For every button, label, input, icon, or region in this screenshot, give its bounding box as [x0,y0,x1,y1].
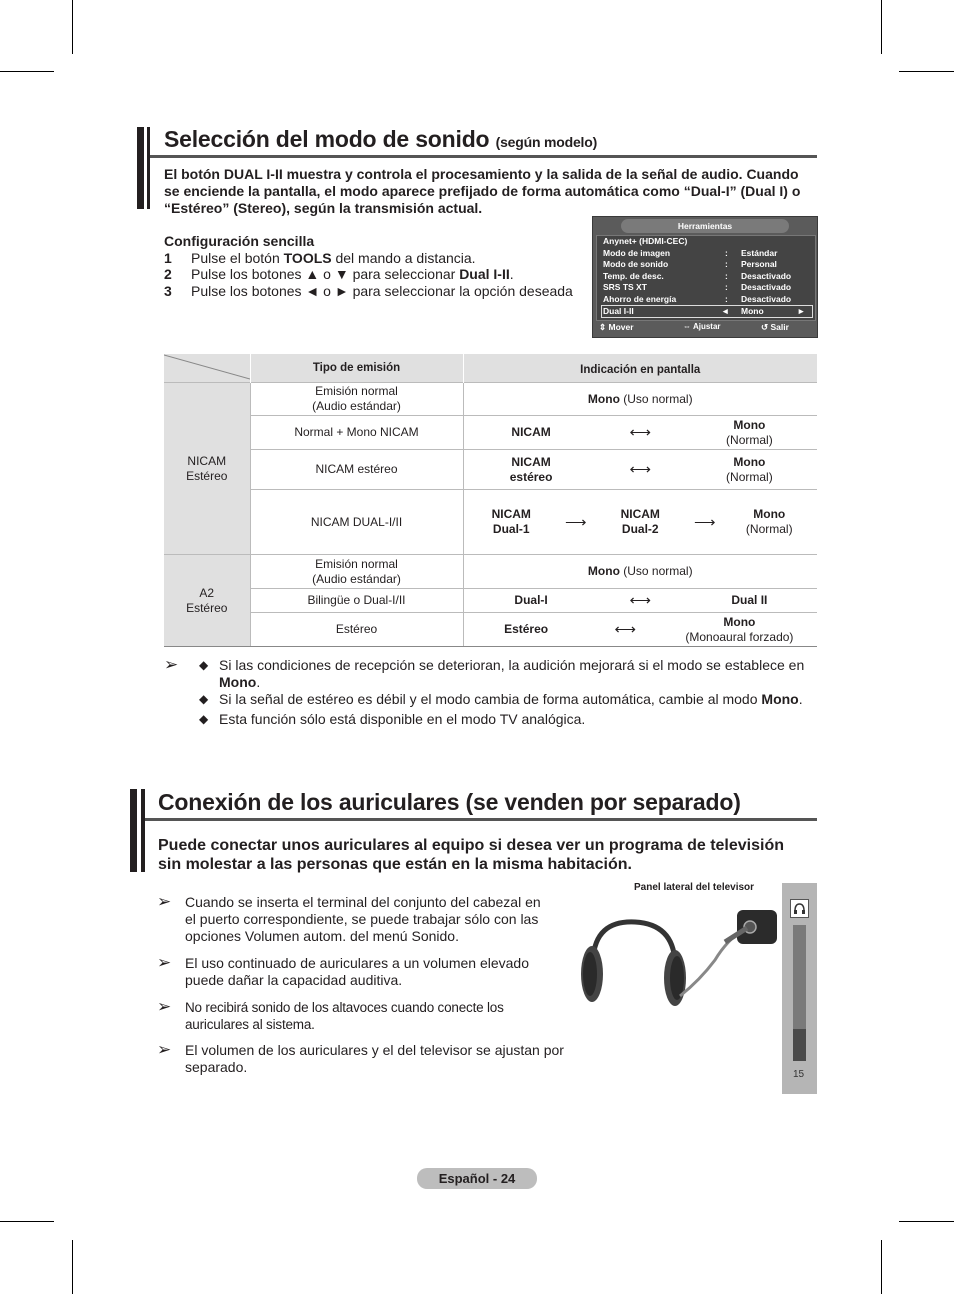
crop-mark [0,71,54,72]
crop-mark [881,1240,882,1294]
leftright-icon: ⇔ [683,322,691,331]
note-item: El uso continuado de auriculares a un volumen elevado puede dañar la capacidad auditiva. [185,955,530,988]
osd-row: SRS TS XT : Desactivado [603,282,792,292]
section-title: Conexión de los auriculares (se venden por separado) [158,789,741,815]
note-arrow-icon: ➢ [157,953,172,972]
step-item: 1 Pulse el botón TOOLS del mando a distancia. [164,249,476,266]
table-row [164,416,817,450]
display-indication: Mono (Uso normal) [463,383,817,416]
table-row [164,589,817,613]
note-item: No recibirá sonido de los altavoces cuando conecte los auriculares al sistema. [185,1000,504,1032]
panel-strip [793,925,806,1031]
note-item: Cuando se inserta el terminal del conjunto del cabezal en el puerto correspondiente, se puede trabajar sólo con las opciones Volumen autom. del menú Sonido. [185,894,541,944]
emission-type: Normal + Mono NICAM [250,416,463,450]
table-row [164,383,817,416]
sound-mode-table [164,354,817,647]
osd-panel [596,235,816,321]
steps-block [164,233,584,299]
bullet-diamond-icon: ◆ [199,712,209,726]
section-bar [147,127,150,209]
panel-strip-dark [793,1029,806,1061]
section-bar [141,789,145,872]
table-corner-cell [164,354,250,383]
headphones-icon [575,900,785,1010]
emission-type: Emisión normal (Audio estándar) [250,555,463,589]
note-item: Si las condiciones de recepción se deterioran, la audición mejorará si el modo se establece en Mono. [219,657,805,690]
osd-row: Temp. de desc. : Desactivado [603,270,792,281]
osd-dual-row: Dual I-II ◄ Mono ► [603,306,806,316]
crop-mark [899,1221,954,1222]
section-bar [130,789,137,872]
emission-type: Bilingüe o Dual-I/II [250,589,463,613]
note-item: Esta función sólo está disponible en el modo TV analógica. [219,711,586,727]
bullet-diamond-icon: ◆ [199,692,209,706]
page-footer: Español - 24 [417,1168,537,1189]
group-label-a2: A2 Estéreo [164,555,250,647]
panel-number: 15 [793,1069,805,1080]
table-header: Indicación en pantalla [463,354,817,383]
osd-header: Herramientas [621,219,789,233]
table-row [164,490,817,555]
section-rule [150,155,817,158]
updown-icon: ⇕ [599,322,607,332]
osd-footer-adjust: ⇔ Ajustar [683,322,721,331]
note-arrow-icon: ➢ [157,1040,172,1059]
osd-row: Modo de sonido : Personal [603,259,777,269]
osd-row: Modo de imagen : Estándar [603,247,778,258]
section-rule [145,818,817,821]
corner-diagonal [164,354,250,380]
crop-mark [72,0,73,54]
section-bar [137,127,144,209]
section-title: Selección del modo de sonido (según modelo) [164,126,598,152]
emission-type: Emisión normal (Audio estándar) [250,383,463,416]
headphone-jack-icon [790,899,809,918]
display-indication: NICAM ⟷ Mono (Normal) [463,416,817,450]
tv-side-panel [782,883,817,1094]
bullet-diamond-icon: ◆ [199,658,209,672]
table-header-row [164,354,817,383]
config-title: Configuración sencilla [164,233,315,249]
table-row [164,613,817,647]
osd-anynet: Anynet+ (HDMI-CEC) [603,236,688,246]
display-indication: Mono (Uso normal) [463,555,817,589]
display-indication: Dual-I ⟷ Dual II [463,589,817,613]
panel-label: Panel lateral del televisor [634,882,755,893]
display-indication: NICAM Dual-1 ⟶ NICAM Dual-2 ⟶ Mono (Normal) [463,490,817,555]
osd-tools-menu [592,216,818,338]
headphone-glyph-icon [791,900,808,917]
step-item: 3 Pulse los botones ◄ o ► para seleccionar la opción deseada [164,282,573,299]
display-indication: NICAM estéreo ⟷ Mono (Normal) [463,450,817,490]
display-indication: Estéreo ⟷ Mono (Monoaural forzado) [463,613,817,647]
return-icon: ↺ [761,322,769,332]
osd-footer-exit: ↺ Salir [761,322,789,332]
step-item: 2 Pulse los botones ▲ o ▼ para seleccionar Dual I-II. [164,266,514,282]
section-intro: El botón DUAL I-II muestra y controla el procesamiento y la salida de la señal de audio. Cuando se enciende la pantalla, el modo aparece prefijado de forma automática como “Dual-I” (Dual I) o “Estéreo” (Stereo), según la transmisión actual. [164,166,801,216]
crop-mark [72,1240,73,1294]
section-intro: Puede conectar unos auriculares al equipo si desea ver un programa de televisión sin molestar a las personas que están en la misma habitación. [158,837,784,873]
table-row [164,555,817,589]
crop-mark [881,0,882,54]
osd-footer-move: ⇕ Mover [599,322,634,332]
emission-type: NICAM estéreo [250,450,463,490]
crop-mark [899,71,954,72]
group-label-nicam: NICAM Estéreo [164,383,250,555]
note-item: El volumen de los auriculares y el del televisor se ajustan por separado. [185,1042,564,1075]
note-arrow-icon: ➢ [157,892,172,911]
note-item: Si la señal de estéreo es débil y el modo cambia de forma automática, cambie al modo Mono. [219,691,803,707]
emission-type: Estéreo [250,613,463,647]
table-header: Tipo de emisión [250,354,463,383]
note-arrow-icon: ➢ [157,997,172,1016]
emission-type: NICAM DUAL-I/II [250,490,463,555]
crop-mark [0,1221,54,1222]
osd-row: Ahorro de energía : Desactivado [603,293,792,304]
table-row [164,450,817,490]
note-arrow-icon: ➢ [164,655,179,674]
